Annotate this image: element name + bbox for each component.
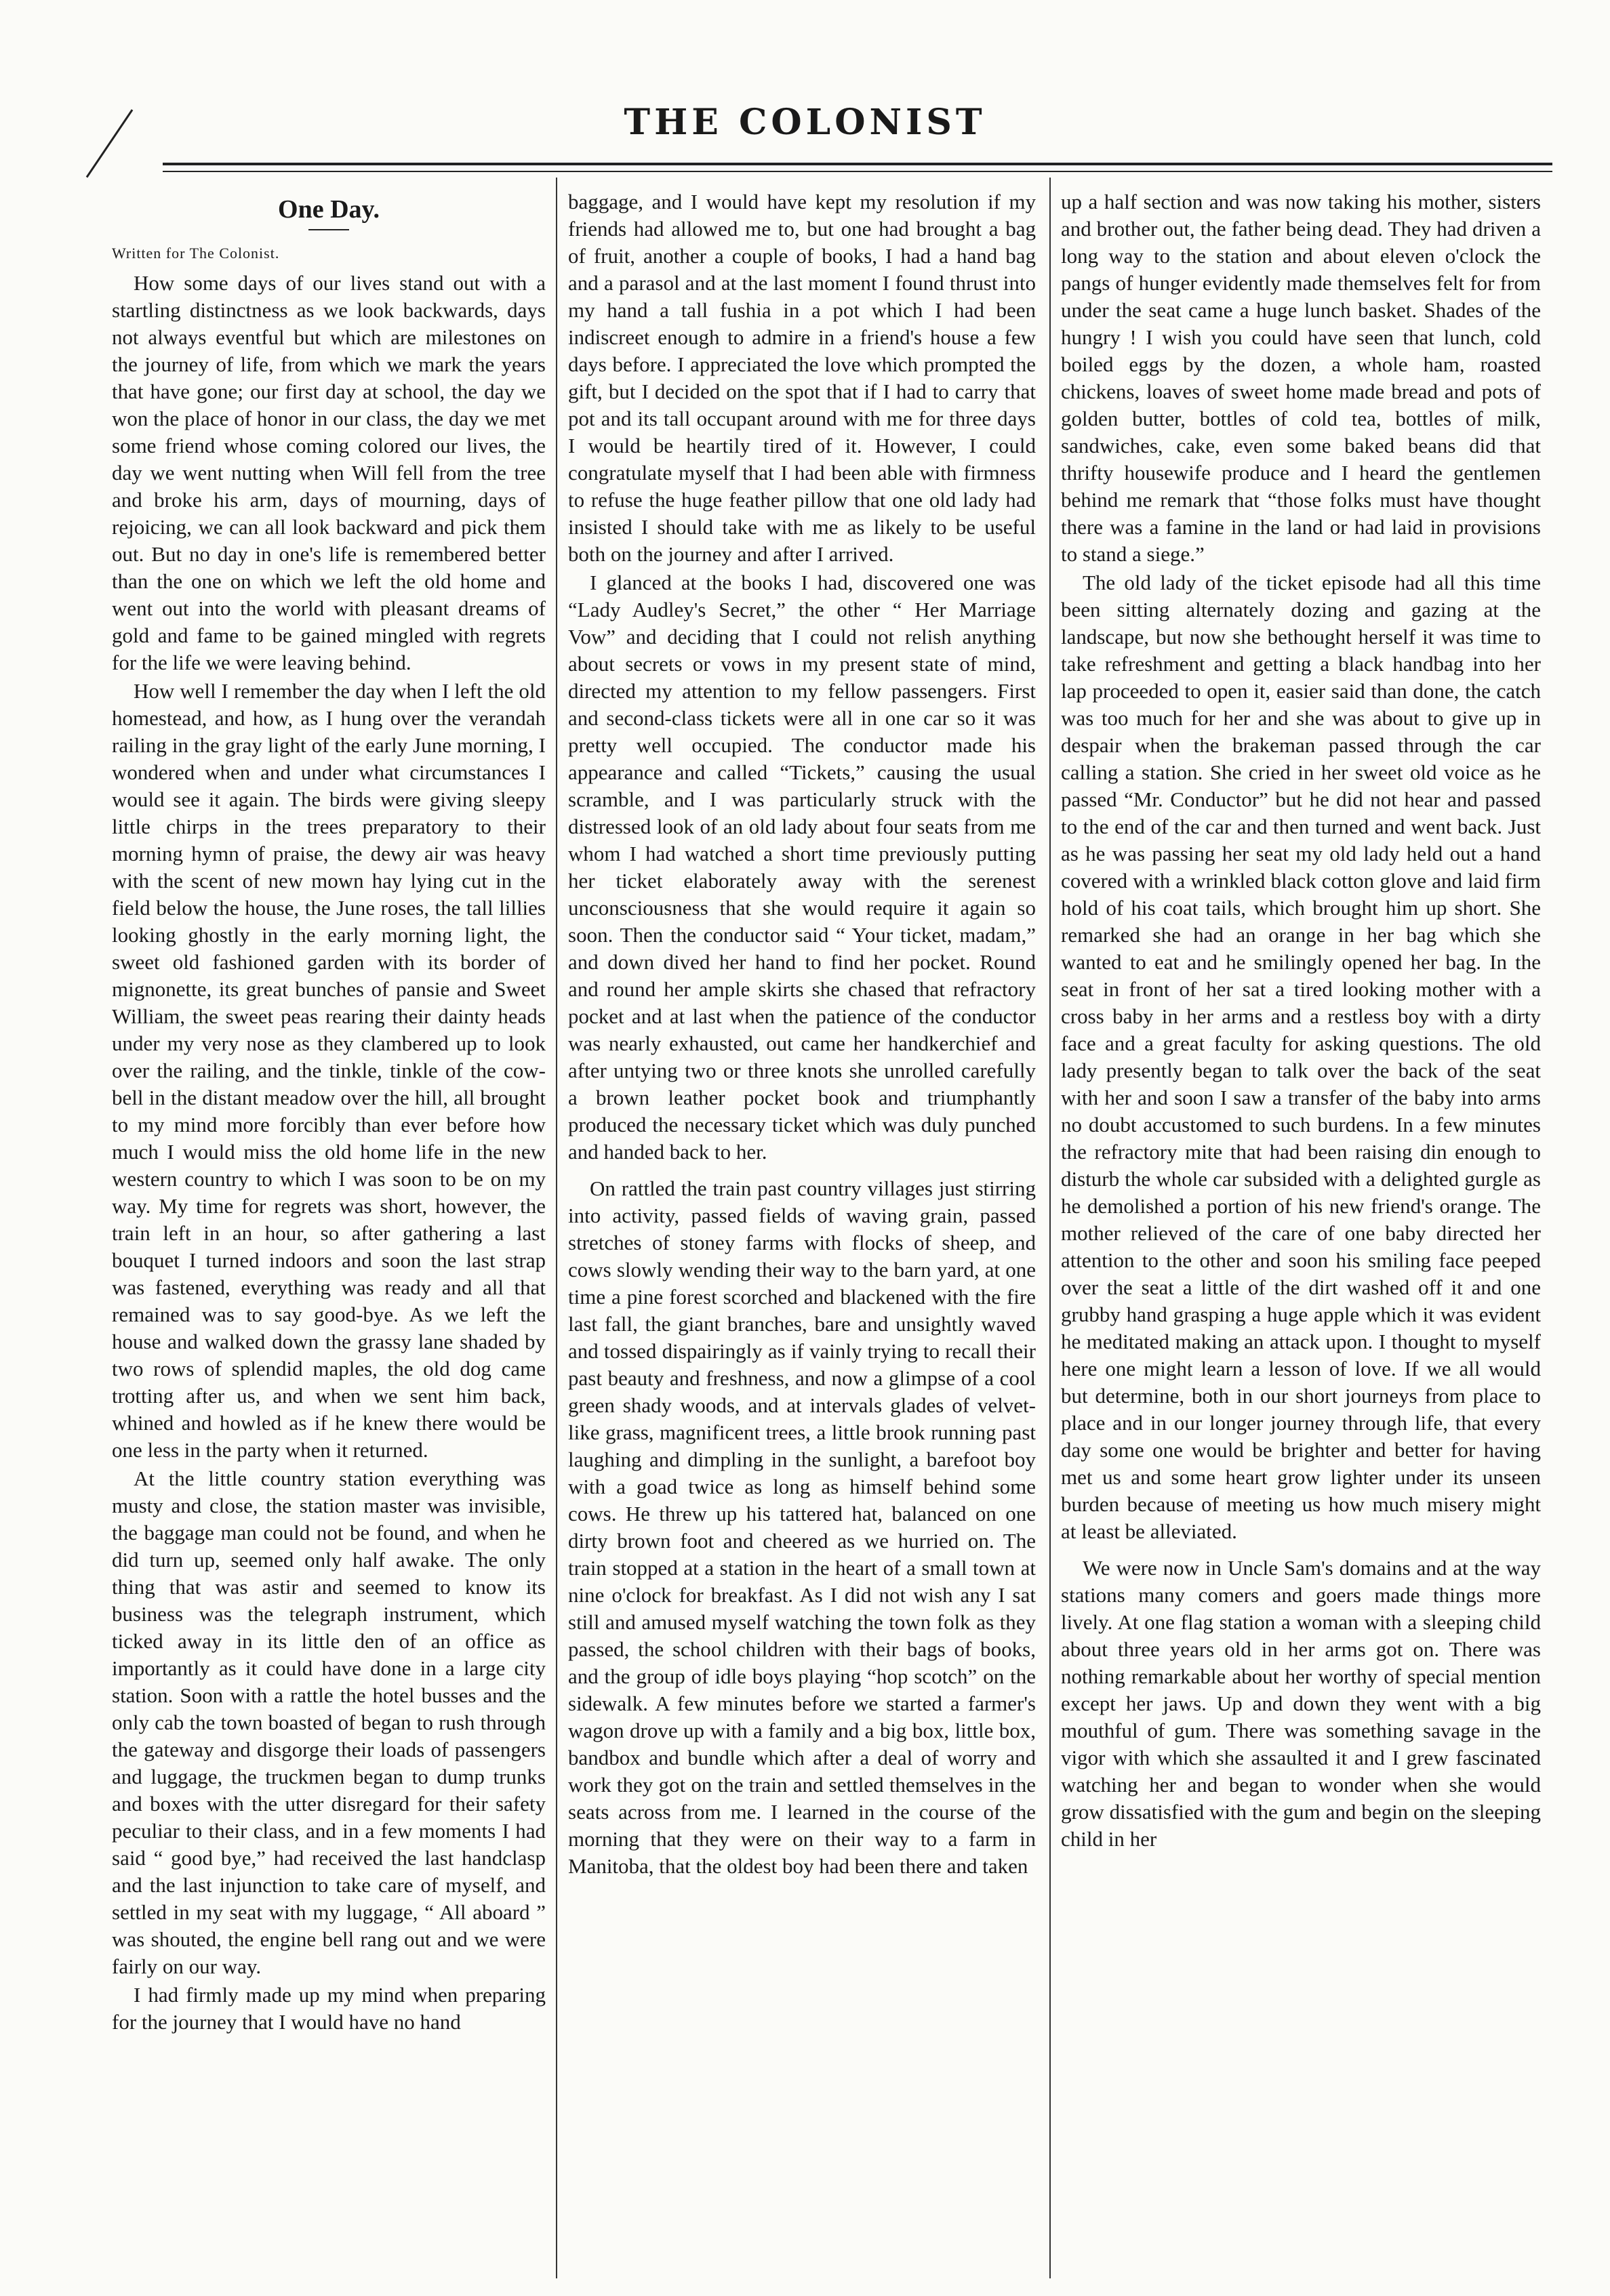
paragraph: At the little country station everything was musty and close, the station master was invisible, the baggage man could not be found, and when he did turn up, seemed only half awake. The only thing that was astir and seemed to know its business was the telegraph instrument, which ticked away in its little den of an office as importantly as it could have done in a large city station. Soon with a rattle the hotel busses and the only cab the town boasted of began to rush through the gateway and disgorge their loads of passengers and luggage, the truckmen began to dump trunks and boxes with the utter disregard for their safety peculiar to their class, and in a few moments I had said “ good bye,” had received the last handclasp and the last injunction to take care of myself, and settled in my seat with my luggage, “ All aboard ” was shouted, the engine bell rang out and we were fairly on our way. [112, 1467, 546, 1978]
title-rule [308, 229, 349, 230]
paragraph: On rattled the train past country villages just stirring into activity, passed fields of waving grain, passed stretches of stoney farms with flocks of sheep, and cows slowly wending their way to the barn yard, at one time a pine forest scorched and blackened with the fire last fall, the giant branches, bare and unsightly waved and tossed dispairingly as if vainly trying to recall their past beauty and freshness, and now a glimpse of a cool green shady woods, and at intervals glades of velvet-like grass, magnificent trees, a little brook running past laughing and dimpling in the sunlight, a barefoot boy with a goad twice as long as himself behind some cows. He threw up his tattered hat, balanced on one dirty brown foot and cheered as we hurried on. The train stopped at a station in the heart of a small town at nine o'clock for breakfast. As I did not wish any I sat still and amused myself watching the town folk as they passed, the school children with their bags of books, and the group of idle boys playing “hop scotch” on the sidewalk. A few minutes before we started a farmer's wagon drove up with a family and a big box, little box, bandbox and bundle which after a deal of worry and work they got on the train and settled themselves in the seats across from me. I learned in the course of the morning that they were on their way to a farm in Manitoba, that the oldest boy had been there and taken [568, 1176, 1036, 1878]
paragraph: baggage, and I would have kept my resolution if my friends had allowed me to, but one had brought a bag of fruit, another a couple of books, I had a hand bag and a parasol and at the last moment I found thrust into my hand a tall fushia in a pot which I had been indiscreet enough to admire in a friend's house a few days before. I appreciated the love which prompted the gift, but I decided on the spot that if I had to carry that pot and its tall occupant around with me for three days I would be heartily tired of it. However, I could congratulate myself that I had been able with firmness to refuse the huge feather pillow that one old lady had insisted I should take with me as likely to be useful both on the journey and after I arrived. [568, 190, 1036, 566]
paragraph: The old lady of the ticket episode had all this time been sitting alternately dozing and gazing at the landscape, but now she bethought herself it was time to take refreshment and getting a black handbag into her lap proceeded to open it, easier said than done, the catch was too much for her and she was about to give up in despair when the brakeman passed through the car calling a station. She cried in her sweet old voice as he passed “Mr. Conductor” but he did not hear and passed to the end of the car and then turned and went back. Just as he was passing her seat my old lady held out a hand covered with a wrinkled black cotton glove and laid firm hold of his coat tails, which brought him up short. She remarked she had an orange in her bag which she wanted to eat and he smilingly opened her bag. In the seat in front of her sat a tired looking mother with a cross baby in her arms and a restless boy with a dirty face and a great faculty for asking questions. The old lady presently began to talk over the back of the seat with her and soon I saw a transfer of the baby into arms no doubt accustomed to such burdens. In a few minutes the refractory mite that had been raising din enough to disturb the whole car subsided with a delighted gurgle as he demolished a portion of his new friend's orange. The mother relieved of the care of one baby directed her attention to the other and soon his smiling face peeped over the seat a little of the dirt washed off it and one grubby hand grasping a huge apple which it was evident he meditated making an attack upon. I thought to myself here one might learn a lesson of love. If we all would but determine, both in our short journeys from place to place and in our longer journey through life, that every day some one would be brighter and better for having met us and some heart grow lighter under its unseen burden because of meeting us how much misery might at least be alleviated. [1061, 571, 1541, 1543]
paragraph: How some days of our lives stand out with a startling distinctness as we look backwards, days not always eventful but which are milestones on the journey of life, from which we mark the years that have gone; our first day at school, the day we won the place of honor in our class, the day we met some friend whose coming colored our lives, the day we went nutting when Will fell from the tree and broke his arm, days of mourning, days of rejoicing, we can all look backward and pick them out. But no day in one's life is remembered better than the one on which we left the old home and went out into the world with pleasant dreams of gold and fame to be gained mingled with regrets for the life we were leaving behind. [112, 271, 546, 674]
masthead-rule-thin [163, 171, 1552, 172]
masthead: THE COLONIST [624, 102, 986, 143]
paragraph: I had firmly made up my mind when preparing for the journey that I would have no hand [112, 1983, 546, 2034]
paragraph: up a half section and was now taking his mother, sisters and brother out, the father being dead. They had driven a long way to the station and about eleven o'clock the pangs of hunger evidently made themselves felt for from under the seat came a huge lunch basket. Shades of the hungry ! I wish you could have seen that lunch, cold boiled eggs by the dozen, a whole ham, roasted chickens, loaves of sweet home made bread and pots of golden butter, bottles of cold tea, bottles of milk, sandwiches, cake, even some baked beans did that thrifty housewife produce and I heard the gentlemen behind me remark that “those folks must have thought there was a famine in the land or had laid in provisions to stand a siege.” [1061, 190, 1541, 566]
column-1 [112, 188, 546, 2276]
masthead-rule-thick [163, 163, 1552, 165]
paragraph: I glanced at the books I had, discovered one was “Lady Audley's Secret,” the other “ Her Marriage Vow” and deciding that I could not relish anything about secrets or vows in my present state of mind, directed my attention to my fellow passengers. First and second-class tickets were all in one car so it was pretty well occupied. The conductor made his appearance and called “Tickets,” causing the usual scramble, and I was particularly struck with the distressed look of an old lady about four seats from me whom I had watched a short time previously putting her ticket elaborately away with the serenest unconsciousness that she would require it again so soon. Then the conductor said “ Your ticket, madam,” and down dived her hand to find her pocket. Round and round her ample skirts she chased that refractory pocket and at last when the patience of the conductor was nearly exhausted, out came her handkerchief and after untying two or three knots she unrolled carefully a brown leather pocket book and triumphantly produced the necessary ticket which was duly punched and handed back to her. [568, 571, 1036, 1164]
column-3 [1061, 188, 1541, 2276]
paragraph: We were now in Uncle Sam's domains and at the way stations many comers and goers made things more lively. At one flag station a woman with a sleeping child about three years old in her arms got on. There was nothing remarkable about her worthy of special mention except her jaws. Up and down they went with a big mouthful of gum. There was something savage in the vigor with which she assaulted it and I grew fascinated watching her and began to wonder when she would grow dissatisfied with the gum and begin on the sleeping child in her [1061, 1556, 1541, 1851]
column-divider-2 [1049, 178, 1051, 2278]
article-title: One Day. [278, 195, 380, 224]
column-2 [568, 188, 1036, 2276]
article-byline: Written for The Colonist. [112, 245, 280, 262]
column-divider-1 [556, 178, 557, 2278]
paragraph: How well I remember the day when I left the old homestead, and how, as I hung over the verandah railing in the gray light of the early June morning, I wondered when and under what circumstances I would see it again. The birds were giving sleepy little chirps in the trees preparatory to their morning hymn of praise, the dewy air was heavy with the scent of new mown hay lying cut in the field below the house, the June roses, the tall lillies looking ghostly in the early morning light, the sweet old fashioned garden with its border of mignonette, its great bunches of pansie and Sweet William, the sweet peas rearing their dainty heads under my very nose as they clambered up to look over the railing, and the tinkle, tinkle of the cow-bell in the distant meadow over the hill, all brought to my mind more forcibly than ever before how much I would miss the old home life in the new western country to which I was soon to be on my way. My time for regrets was short, however, the train left in an hour, so after gathering a last bouquet I turned indoors and soon the last strap was fastened, everything was ready and all that remained was to say good-bye. As we left the house and walked down the grassy lane shaded by two rows of splendid maples, the old dog came trotting after us, and when we sent him back, whined and howled as if he knew there would be one less in the party when it returned. [112, 679, 546, 1462]
